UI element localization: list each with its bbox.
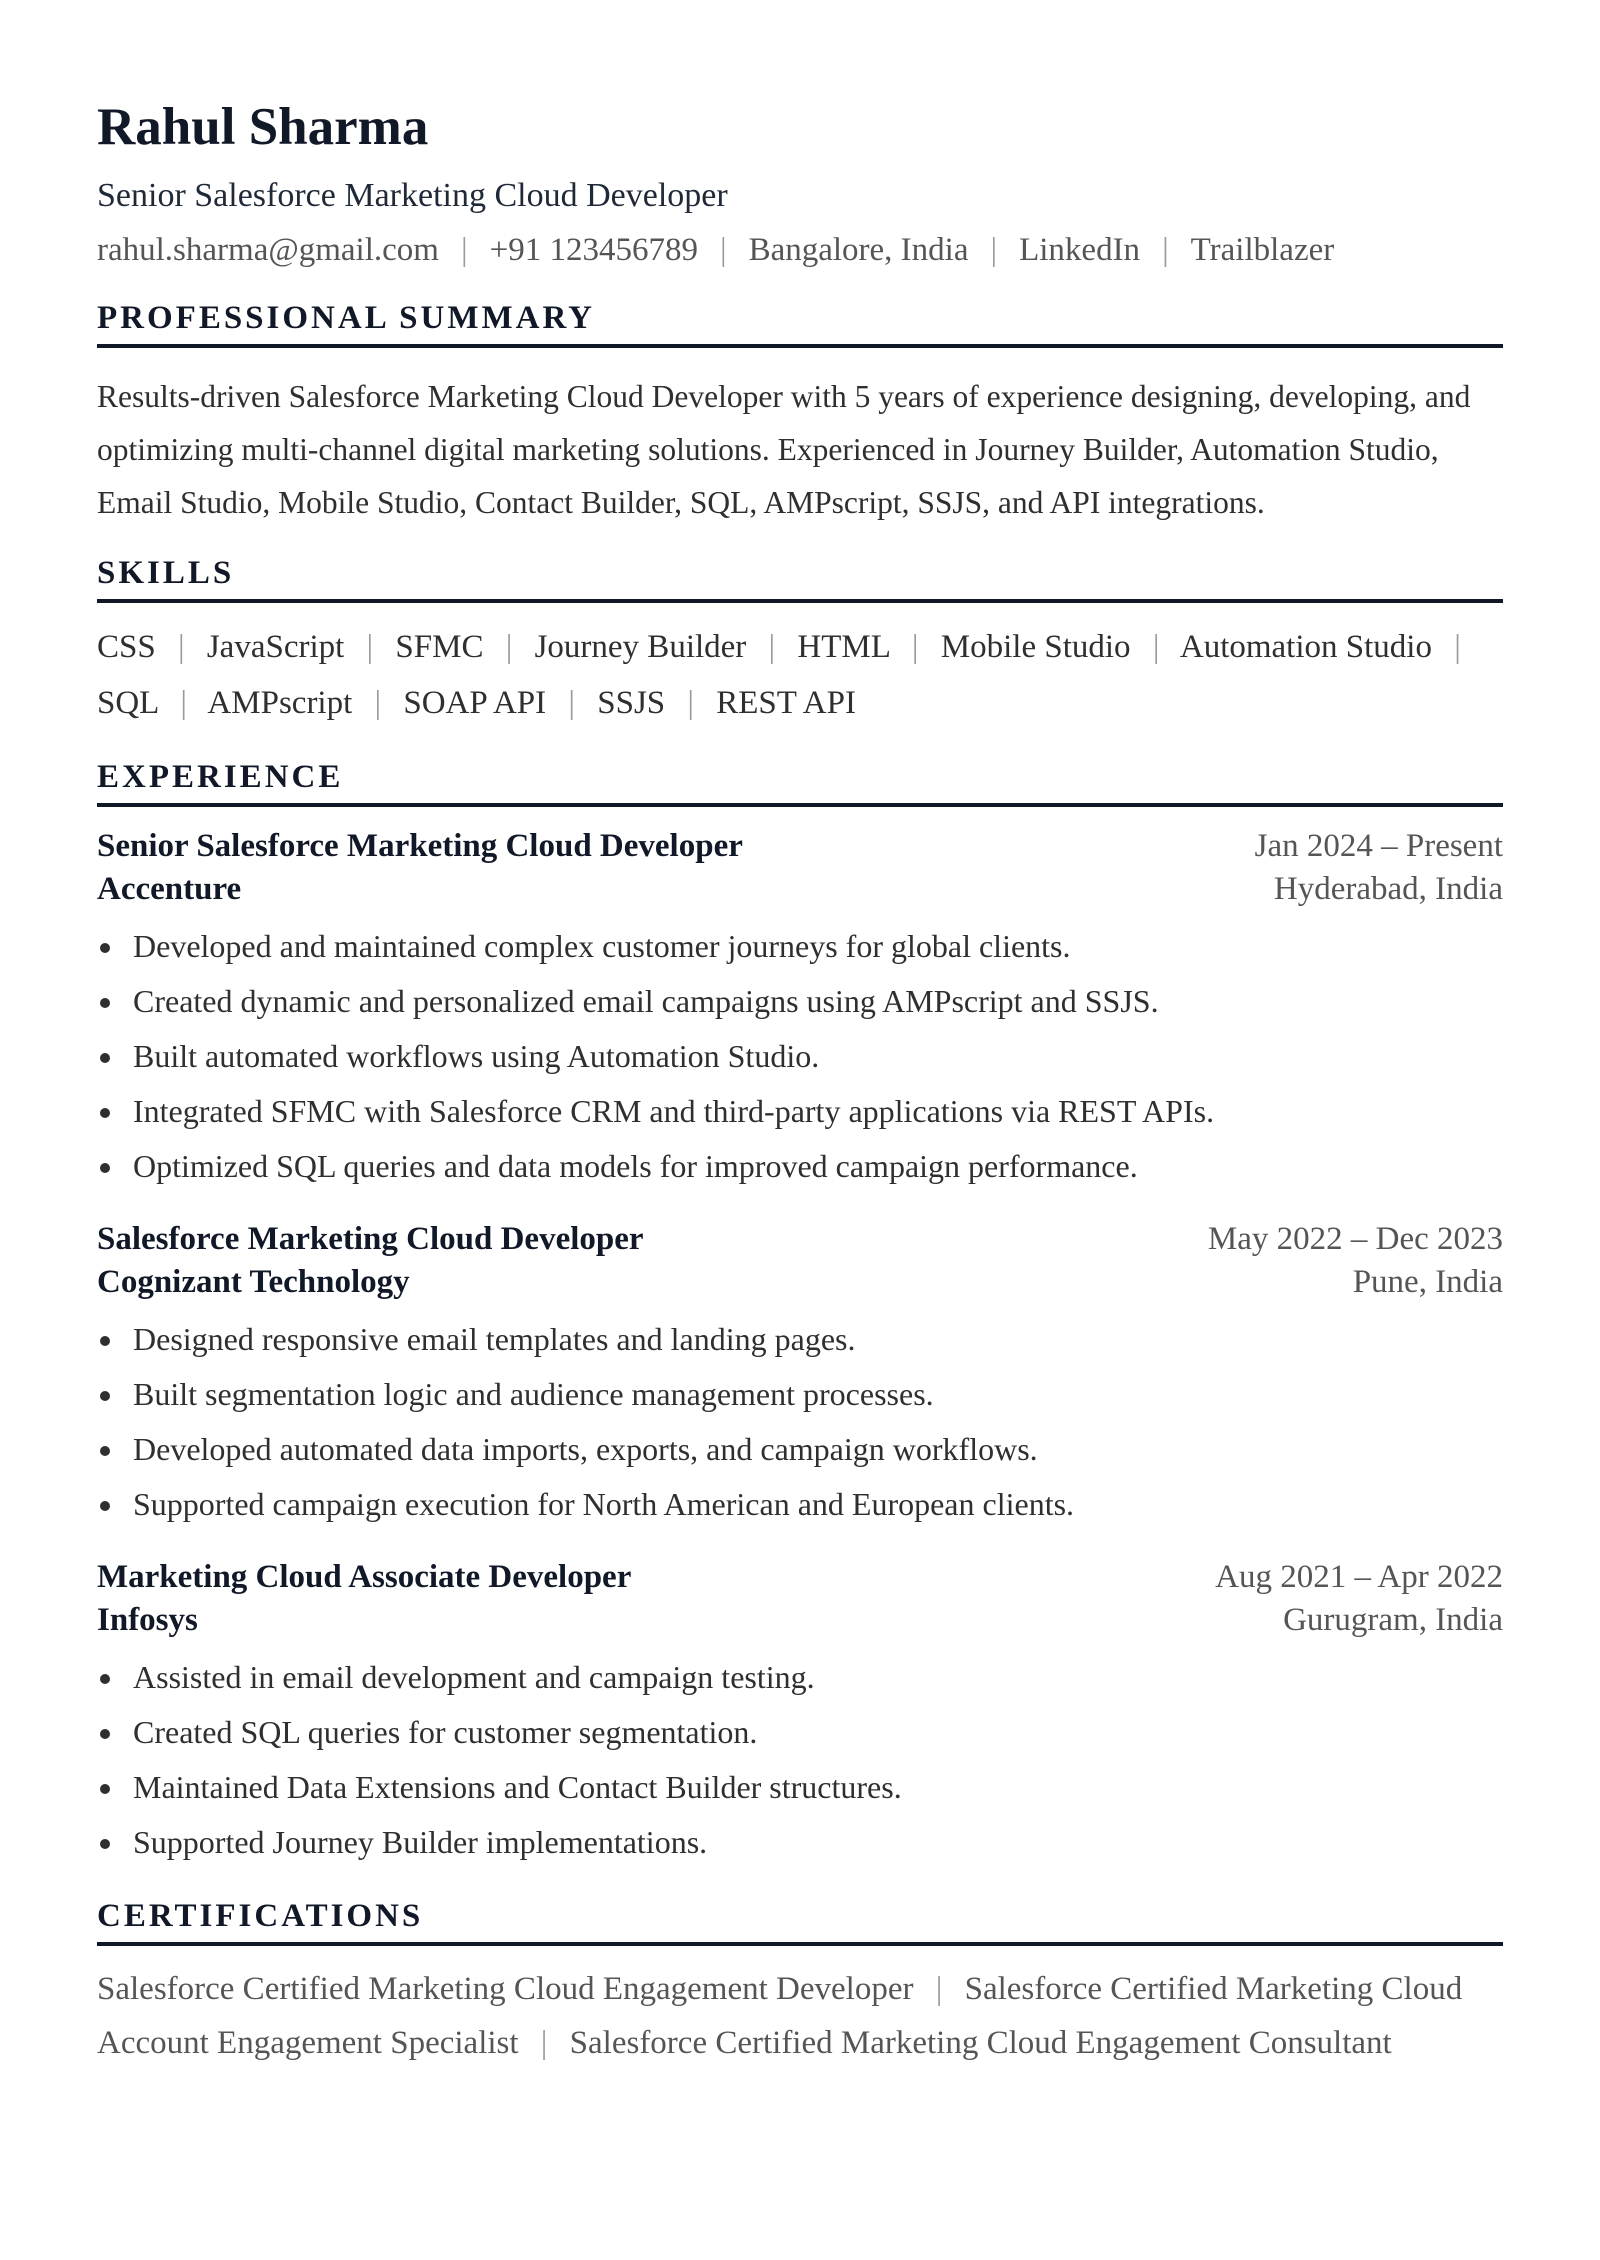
job-subheader xyxy=(97,1599,1503,1642)
job-dates: Aug 2021 – Apr 2022 xyxy=(1215,1559,1503,1595)
job-title: Salesforce Marketing Cloud Developer xyxy=(97,1221,644,1257)
job-bullets xyxy=(97,1650,1503,1870)
job-dates: Jan 2024 – Present xyxy=(1254,828,1503,864)
list-item: Designed responsive email templates and landing pages. xyxy=(97,1312,1503,1367)
skill-item: Mobile Studio xyxy=(940,629,1131,665)
job-dates: May 2022 – Dec 2023 xyxy=(1207,1221,1503,1257)
contact-location: Bangalore, India xyxy=(748,232,969,268)
skill-item: Automation Studio xyxy=(1179,629,1432,665)
list-item: Assisted in email development and campaign testing. xyxy=(97,1650,1503,1705)
contact-phone[interactable]: +91 123456789 xyxy=(489,232,698,268)
list-item: Maintained Data Extensions and Contact Builder structures. xyxy=(97,1760,1503,1815)
certification-item: Salesforce Certified Marketing Cloud Account Engagement Specialist xyxy=(97,1971,1463,2061)
skills-list xyxy=(97,619,1503,731)
item-separator: | xyxy=(180,685,187,721)
certification-item: Salesforce Certified Marketing Cloud Engagement Developer xyxy=(97,1971,914,2007)
job-header xyxy=(97,1218,1503,1261)
contact-separator: | xyxy=(460,232,468,268)
job-entry xyxy=(97,825,1503,1194)
job-location: Pune, India xyxy=(1352,1264,1503,1300)
contact-linkedin-link[interactable]: LinkedIn xyxy=(1019,232,1141,268)
item-separator: | xyxy=(177,629,185,665)
item-separator: | xyxy=(1454,629,1461,665)
list-item: Developed automated data imports, exports, and campaign workflows. xyxy=(97,1422,1503,1477)
job-header xyxy=(97,1556,1503,1599)
skills-section xyxy=(97,553,1503,731)
contact-trailblazer-link[interactable]: Trailblazer xyxy=(1190,232,1335,268)
skill-item: AMPscript xyxy=(207,685,353,721)
item-separator: | xyxy=(366,629,374,665)
certifications-list xyxy=(97,1962,1503,2070)
section-heading-skills: SKILLS xyxy=(97,553,1503,603)
job-header xyxy=(97,825,1503,868)
job-location: Hyderabad, India xyxy=(1273,871,1503,907)
list-item: Developed and maintained complex customer journeys for global clients. xyxy=(97,919,1503,974)
list-item: Supported Journey Builder implementations. xyxy=(97,1815,1503,1870)
summary-text: Results-driven Salesforce Marketing Cloud Developer with 5 years of experience designing, developing, and optimizing multi-channel digital marketing solutions. Experienced in Journey Builder, Automation Studio, Email Studio, Mobile Studio, Contact Builder, SQL, AMPscript, SSJS, and API integrations. xyxy=(97,379,1471,520)
list-item: Built segmentation logic and audience management processes. xyxy=(97,1367,1503,1422)
job-company: Cognizant Technology xyxy=(97,1264,410,1300)
job-bullets xyxy=(97,919,1503,1194)
job-subheader xyxy=(97,1261,1503,1304)
section-heading-summary: PROFESSIONAL SUMMARY xyxy=(97,298,1503,348)
job-title: Marketing Cloud Associate Developer xyxy=(97,1559,632,1595)
job-company: Infosys xyxy=(97,1602,198,1638)
job-entry xyxy=(97,1218,1503,1532)
header xyxy=(97,96,1503,270)
contact-separator: | xyxy=(719,232,727,268)
candidate-name: Rahul Sharma xyxy=(97,98,429,156)
job-location: Gurugram, India xyxy=(1283,1602,1503,1638)
item-separator: | xyxy=(911,629,919,665)
list-item: Created dynamic and personalized email campaigns using AMPscript and SSJS. xyxy=(97,974,1503,1029)
list-item: Built automated workflows using Automation Studio. xyxy=(97,1029,1503,1084)
item-separator: | xyxy=(540,2025,548,2061)
skill-item: CSS xyxy=(97,629,156,665)
certification-item: Salesforce Certified Marketing Cloud Engagement Consultant xyxy=(569,2025,1392,2061)
contact-separator: | xyxy=(990,232,998,268)
skill-item: SQL xyxy=(97,685,159,721)
list-item: Optimized SQL queries and data models for improved campaign performance. xyxy=(97,1139,1503,1194)
job-subheader xyxy=(97,868,1503,911)
item-separator: | xyxy=(568,685,575,721)
item-separator: | xyxy=(687,685,694,721)
list-item: Supported campaign execution for North American and European clients. xyxy=(97,1477,1503,1532)
contact-email[interactable]: rahul.sharma@gmail.com xyxy=(97,232,439,268)
skill-item: SFMC xyxy=(395,629,484,665)
section-heading-certifications: CERTIFICATIONS xyxy=(97,1896,1503,1946)
summary-section xyxy=(97,298,1503,529)
skill-item: REST API xyxy=(716,685,856,721)
item-separator: | xyxy=(768,629,776,665)
candidate-title: Senior Salesforce Marketing Cloud Developer xyxy=(97,177,728,214)
job-title: Senior Salesforce Marketing Cloud Developer xyxy=(97,828,743,864)
item-separator: | xyxy=(505,629,513,665)
item-separator: | xyxy=(374,685,382,721)
skill-item: SOAP API xyxy=(403,685,547,721)
skill-item: Journey Builder xyxy=(534,629,747,665)
experience-section xyxy=(97,757,1503,1870)
contact-separator: | xyxy=(1162,232,1169,268)
skill-item: SSJS xyxy=(597,685,666,721)
job-entry xyxy=(97,1556,1503,1870)
item-separator: | xyxy=(1152,629,1160,665)
certifications-section xyxy=(97,1896,1503,2070)
skill-item: HTML xyxy=(797,629,890,665)
item-separator: | xyxy=(935,1971,943,2007)
job-company: Accenture xyxy=(97,871,242,907)
section-heading-experience: EXPERIENCE xyxy=(97,757,1503,807)
skill-item: JavaScript xyxy=(206,629,345,665)
contact-line xyxy=(97,230,1503,270)
list-item: Created SQL queries for customer segmentation. xyxy=(97,1705,1503,1760)
list-item: Integrated SFMC with Salesforce CRM and third-party applications via REST APIs. xyxy=(97,1084,1503,1139)
job-bullets xyxy=(97,1312,1503,1532)
